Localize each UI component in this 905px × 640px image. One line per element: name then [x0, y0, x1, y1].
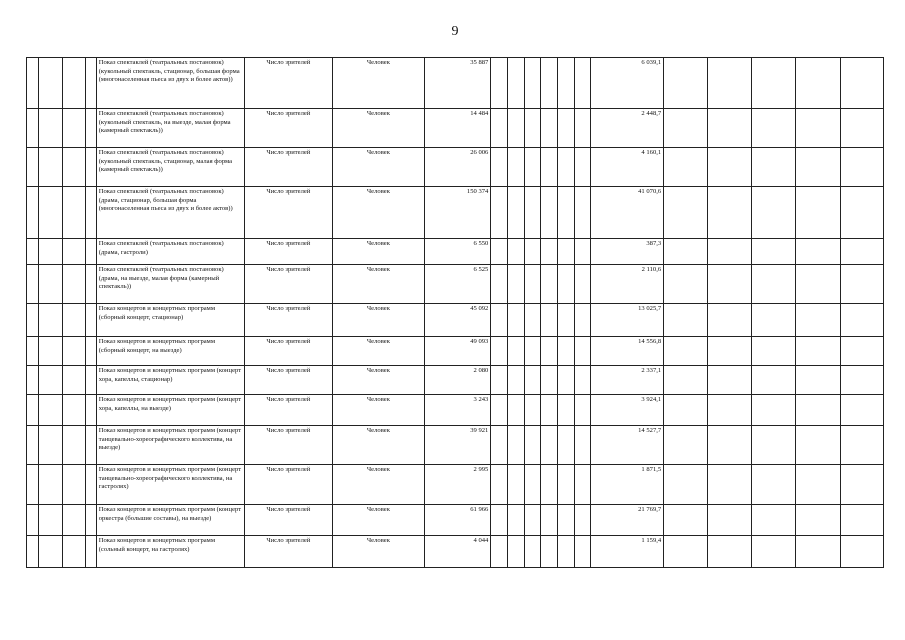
- empty-cell: [796, 187, 841, 239]
- empty-cell: [86, 395, 96, 426]
- empty-cell: [664, 505, 708, 536]
- empty-cell: [574, 109, 591, 148]
- empty-cell: [796, 148, 841, 187]
- empty-cell: [751, 366, 796, 395]
- empty-cell: [86, 304, 96, 337]
- empty-cell: [524, 148, 541, 187]
- unit-cell: Человек: [333, 505, 425, 536]
- empty-cell: [796, 426, 841, 465]
- value-cell: 2 080: [424, 366, 491, 395]
- empty-cell: [86, 109, 96, 148]
- indicator-cell: Число зрителей: [244, 395, 333, 426]
- empty-cell: [664, 536, 708, 568]
- unit-cell: Человек: [333, 239, 425, 265]
- empty-cell: [39, 148, 63, 187]
- table-row: [27, 304, 884, 337]
- empty-cell: [664, 395, 708, 426]
- empty-cell: [557, 148, 574, 187]
- empty-cell: [574, 58, 591, 109]
- empty-cell: [491, 426, 508, 465]
- value-cell: 4 044: [424, 536, 491, 568]
- empty-cell: [707, 337, 751, 366]
- empty-cell: [707, 395, 751, 426]
- empty-cell: [664, 148, 708, 187]
- empty-cell: [557, 465, 574, 505]
- empty-cell: [491, 187, 508, 239]
- cost-cell: 2 337,1: [591, 366, 664, 395]
- empty-cell: [39, 366, 63, 395]
- page-number: 9: [451, 24, 459, 39]
- empty-cell: [541, 265, 558, 304]
- empty-cell: [707, 366, 751, 395]
- empty-cell: [574, 265, 591, 304]
- table-row: [27, 337, 884, 366]
- empty-cell: [664, 304, 708, 337]
- unit-cell: Человек: [333, 148, 425, 187]
- empty-cell: [524, 395, 541, 426]
- empty-cell: [557, 366, 574, 395]
- empty-cell: [491, 148, 508, 187]
- service-name-cell: Показ концертов и концертных программ (концерт танцевально-хореографического коллектива, на выезде): [96, 426, 244, 465]
- table-body: [27, 58, 884, 568]
- value-cell: 35 887: [424, 58, 491, 109]
- indicator-cell: Число зрителей: [244, 187, 333, 239]
- empty-cell: [841, 505, 884, 536]
- service-name-cell: Показ спектаклей (театральных постановок) (кукольный спектакль, стационар, малая форма (камерный спектакль)): [96, 148, 244, 187]
- empty-cell: [574, 505, 591, 536]
- empty-cell: [574, 536, 591, 568]
- empty-cell: [707, 505, 751, 536]
- empty-cell: [27, 465, 39, 505]
- empty-cell: [27, 366, 39, 395]
- empty-cell: [63, 58, 86, 109]
- empty-cell: [574, 239, 591, 265]
- table-row: [27, 426, 884, 465]
- empty-cell: [664, 426, 708, 465]
- empty-cell: [557, 187, 574, 239]
- value-cell: 39 921: [424, 426, 491, 465]
- table-row: [27, 395, 884, 426]
- empty-cell: [508, 395, 525, 426]
- empty-cell: [27, 337, 39, 366]
- empty-cell: [86, 148, 96, 187]
- value-cell: 6 550: [424, 239, 491, 265]
- unit-cell: Человек: [333, 304, 425, 337]
- empty-cell: [751, 265, 796, 304]
- empty-cell: [796, 109, 841, 148]
- empty-cell: [491, 109, 508, 148]
- empty-cell: [524, 505, 541, 536]
- service-name-cell: Показ концертов и концертных программ (сборный концерт, стационар): [96, 304, 244, 337]
- table-row: [27, 239, 884, 265]
- empty-cell: [491, 304, 508, 337]
- indicator-cell: Число зрителей: [244, 505, 333, 536]
- empty-cell: [86, 58, 96, 109]
- empty-cell: [751, 58, 796, 109]
- empty-cell: [524, 304, 541, 337]
- empty-cell: [664, 58, 708, 109]
- empty-cell: [524, 187, 541, 239]
- empty-cell: [86, 536, 96, 568]
- empty-cell: [541, 148, 558, 187]
- indicator-cell: Число зрителей: [244, 148, 333, 187]
- empty-cell: [841, 109, 884, 148]
- empty-cell: [541, 505, 558, 536]
- value-cell: 150 374: [424, 187, 491, 239]
- empty-cell: [841, 58, 884, 109]
- empty-cell: [751, 187, 796, 239]
- empty-cell: [39, 465, 63, 505]
- empty-cell: [508, 239, 525, 265]
- empty-cell: [557, 395, 574, 426]
- empty-cell: [63, 426, 86, 465]
- empty-cell: [508, 536, 525, 568]
- indicator-cell: Число зрителей: [244, 366, 333, 395]
- unit-cell: Человек: [333, 187, 425, 239]
- empty-cell: [27, 304, 39, 337]
- service-name-cell: Показ концертов и концертных программ (концерт хора, капеллы, стационар): [96, 366, 244, 395]
- empty-cell: [707, 536, 751, 568]
- empty-cell: [39, 109, 63, 148]
- cost-cell: 4 160,1: [591, 148, 664, 187]
- empty-cell: [574, 187, 591, 239]
- empty-cell: [796, 239, 841, 265]
- empty-cell: [63, 109, 86, 148]
- empty-cell: [796, 337, 841, 366]
- empty-cell: [86, 426, 96, 465]
- service-name-cell: Показ спектаклей (театральных постановок) (драма, стационар, большая форма (многонаселенная пьеса из двух и более актов)): [96, 187, 244, 239]
- empty-cell: [524, 426, 541, 465]
- unit-cell: Человек: [333, 465, 425, 505]
- table-row: [27, 148, 884, 187]
- empty-cell: [751, 239, 796, 265]
- empty-cell: [751, 109, 796, 148]
- empty-cell: [491, 505, 508, 536]
- empty-cell: [86, 239, 96, 265]
- empty-cell: [508, 426, 525, 465]
- empty-cell: [841, 395, 884, 426]
- service-name-cell: Показ концертов и концертных программ (концерт хора, капеллы, на выезде): [96, 395, 244, 426]
- empty-cell: [664, 265, 708, 304]
- empty-cell: [707, 426, 751, 465]
- empty-cell: [796, 505, 841, 536]
- empty-cell: [27, 395, 39, 426]
- empty-cell: [707, 148, 751, 187]
- empty-cell: [541, 239, 558, 265]
- cost-cell: 21 769,7: [591, 505, 664, 536]
- value-cell: 2 995: [424, 465, 491, 505]
- empty-cell: [664, 109, 708, 148]
- indicator-cell: Число зрителей: [244, 536, 333, 568]
- empty-cell: [63, 395, 86, 426]
- empty-cell: [63, 536, 86, 568]
- empty-cell: [491, 58, 508, 109]
- indicator-cell: Число зрителей: [244, 58, 333, 109]
- empty-cell: [541, 187, 558, 239]
- empty-cell: [27, 58, 39, 109]
- empty-cell: [27, 265, 39, 304]
- empty-cell: [557, 58, 574, 109]
- empty-cell: [39, 395, 63, 426]
- indicator-cell: Число зрителей: [244, 337, 333, 366]
- unit-cell: Человек: [333, 265, 425, 304]
- empty-cell: [39, 58, 63, 109]
- indicator-cell: Число зрителей: [244, 239, 333, 265]
- empty-cell: [707, 239, 751, 265]
- empty-cell: [63, 465, 86, 505]
- empty-cell: [841, 337, 884, 366]
- cost-cell: 41 070,6: [591, 187, 664, 239]
- cost-cell: 3 924,1: [591, 395, 664, 426]
- empty-cell: [508, 58, 525, 109]
- empty-cell: [841, 265, 884, 304]
- empty-cell: [491, 239, 508, 265]
- service-name-cell: Показ спектаклей (театральных постановок) (драма, на выезде, малая форма (камерный спектакль)): [96, 265, 244, 304]
- value-cell: 45 092: [424, 304, 491, 337]
- empty-cell: [27, 536, 39, 568]
- unit-cell: Человек: [333, 366, 425, 395]
- empty-cell: [557, 239, 574, 265]
- empty-cell: [557, 426, 574, 465]
- cost-cell: 1 159,4: [591, 536, 664, 568]
- empty-cell: [796, 304, 841, 337]
- empty-cell: [707, 109, 751, 148]
- unit-cell: Человек: [333, 536, 425, 568]
- cost-cell: 14 527,7: [591, 426, 664, 465]
- empty-cell: [541, 395, 558, 426]
- value-cell: 61 966: [424, 505, 491, 536]
- empty-cell: [63, 265, 86, 304]
- indicator-cell: Число зрителей: [244, 109, 333, 148]
- empty-cell: [508, 148, 525, 187]
- empty-cell: [39, 536, 63, 568]
- empty-cell: [491, 366, 508, 395]
- empty-cell: [707, 304, 751, 337]
- empty-cell: [524, 239, 541, 265]
- empty-cell: [796, 465, 841, 505]
- empty-cell: [39, 265, 63, 304]
- empty-cell: [63, 148, 86, 187]
- empty-cell: [557, 304, 574, 337]
- table-row: [27, 109, 884, 148]
- empty-cell: [751, 337, 796, 366]
- value-cell: 14 484: [424, 109, 491, 148]
- empty-cell: [574, 426, 591, 465]
- indicator-cell: Число зрителей: [244, 465, 333, 505]
- table-row: [27, 536, 884, 568]
- empty-cell: [508, 265, 525, 304]
- empty-cell: [86, 465, 96, 505]
- value-cell: 3 243: [424, 395, 491, 426]
- empty-cell: [27, 505, 39, 536]
- empty-cell: [39, 505, 63, 536]
- table-row: [27, 366, 884, 395]
- empty-cell: [751, 304, 796, 337]
- empty-cell: [574, 395, 591, 426]
- empty-cell: [541, 58, 558, 109]
- empty-cell: [841, 536, 884, 568]
- empty-cell: [707, 187, 751, 239]
- empty-cell: [524, 58, 541, 109]
- empty-cell: [841, 366, 884, 395]
- empty-cell: [751, 465, 796, 505]
- indicator-cell: Число зрителей: [244, 426, 333, 465]
- unit-cell: Человек: [333, 395, 425, 426]
- empty-cell: [841, 148, 884, 187]
- empty-cell: [541, 536, 558, 568]
- empty-cell: [707, 58, 751, 109]
- empty-cell: [508, 109, 525, 148]
- empty-cell: [524, 109, 541, 148]
- service-name-cell: Показ концертов и концертных программ (сборный концерт, на выезде): [96, 337, 244, 366]
- unit-cell: Человек: [333, 337, 425, 366]
- empty-cell: [751, 148, 796, 187]
- cost-cell: 14 556,8: [591, 337, 664, 366]
- value-cell: 6 525: [424, 265, 491, 304]
- empty-cell: [86, 366, 96, 395]
- empty-cell: [39, 426, 63, 465]
- empty-cell: [557, 536, 574, 568]
- empty-cell: [27, 187, 39, 239]
- table-row: [27, 265, 884, 304]
- empty-cell: [508, 366, 525, 395]
- empty-cell: [541, 304, 558, 337]
- empty-cell: [707, 265, 751, 304]
- cost-cell: 13 025,7: [591, 304, 664, 337]
- empty-cell: [27, 426, 39, 465]
- empty-cell: [27, 109, 39, 148]
- empty-cell: [664, 465, 708, 505]
- service-name-cell: Показ спектаклей (театральных постановок) (драма, гастроли): [96, 239, 244, 265]
- service-name-cell: Показ концертов и концертных программ (сольный концерт, на гастролях): [96, 536, 244, 568]
- empty-cell: [574, 465, 591, 505]
- empty-cell: [27, 148, 39, 187]
- empty-cell: [524, 366, 541, 395]
- empty-cell: [86, 505, 96, 536]
- empty-cell: [86, 265, 96, 304]
- empty-cell: [508, 187, 525, 239]
- empty-cell: [524, 337, 541, 366]
- indicator-cell: Число зрителей: [244, 265, 333, 304]
- empty-cell: [27, 239, 39, 265]
- empty-cell: [541, 465, 558, 505]
- empty-cell: [508, 304, 525, 337]
- empty-cell: [841, 187, 884, 239]
- empty-cell: [751, 426, 796, 465]
- empty-cell: [508, 505, 525, 536]
- empty-cell: [508, 465, 525, 505]
- cost-cell: 6 039,1: [591, 58, 664, 109]
- empty-cell: [508, 337, 525, 366]
- empty-cell: [574, 366, 591, 395]
- unit-cell: Человек: [333, 58, 425, 109]
- service-name-cell: Показ спектаклей (театральных постановок) (кукольный спектакль, на выезде, малая форма (камерный спектакль)): [96, 109, 244, 148]
- unit-cell: Человек: [333, 109, 425, 148]
- empty-cell: [796, 265, 841, 304]
- service-name-cell: Показ концертов и концертных программ (концерт оркестра (большие составы), на выезде): [96, 505, 244, 536]
- empty-cell: [664, 187, 708, 239]
- empty-cell: [63, 239, 86, 265]
- empty-cell: [841, 239, 884, 265]
- empty-cell: [557, 265, 574, 304]
- cost-cell: 1 871,5: [591, 465, 664, 505]
- table-row: [27, 465, 884, 505]
- cost-cell: 2 448,7: [591, 109, 664, 148]
- empty-cell: [39, 239, 63, 265]
- empty-cell: [796, 58, 841, 109]
- empty-cell: [841, 465, 884, 505]
- empty-cell: [707, 465, 751, 505]
- empty-cell: [524, 465, 541, 505]
- empty-cell: [39, 337, 63, 366]
- empty-cell: [574, 304, 591, 337]
- empty-cell: [557, 505, 574, 536]
- empty-cell: [751, 536, 796, 568]
- empty-cell: [664, 366, 708, 395]
- empty-cell: [664, 239, 708, 265]
- empty-cell: [841, 304, 884, 337]
- empty-cell: [541, 337, 558, 366]
- empty-cell: [39, 187, 63, 239]
- service-name-cell: Показ концертов и концертных программ (концерт танцевально-хореографического коллектива, на гастролях): [96, 465, 244, 505]
- empty-cell: [574, 148, 591, 187]
- value-cell: 49 093: [424, 337, 491, 366]
- empty-cell: [491, 395, 508, 426]
- empty-cell: [524, 265, 541, 304]
- empty-cell: [796, 536, 841, 568]
- unit-cell: Человек: [333, 426, 425, 465]
- empty-cell: [557, 337, 574, 366]
- empty-cell: [63, 366, 86, 395]
- indicator-cell: Число зрителей: [244, 304, 333, 337]
- empty-cell: [491, 265, 508, 304]
- value-cell: 26 006: [424, 148, 491, 187]
- cost-cell: 2 110,6: [591, 265, 664, 304]
- services-table: [26, 57, 884, 568]
- empty-cell: [63, 337, 86, 366]
- service-name-cell: Показ спектаклей (театральных постановок) (кукольный спектакль, стационар, большая форма (многонаселенная пьеса из двух и более актов)): [96, 58, 244, 109]
- empty-cell: [541, 109, 558, 148]
- cost-cell: 387,3: [591, 239, 664, 265]
- empty-cell: [86, 187, 96, 239]
- empty-cell: [491, 536, 508, 568]
- empty-cell: [751, 395, 796, 426]
- empty-cell: [557, 109, 574, 148]
- empty-cell: [541, 426, 558, 465]
- empty-cell: [39, 304, 63, 337]
- empty-cell: [541, 366, 558, 395]
- table-row: [27, 505, 884, 536]
- empty-cell: [664, 337, 708, 366]
- table-row: [27, 58, 884, 109]
- empty-cell: [86, 337, 96, 366]
- empty-cell: [491, 337, 508, 366]
- empty-cell: [751, 505, 796, 536]
- empty-cell: [63, 187, 86, 239]
- empty-cell: [63, 505, 86, 536]
- empty-cell: [491, 465, 508, 505]
- empty-cell: [841, 426, 884, 465]
- empty-cell: [796, 395, 841, 426]
- table-row: [27, 187, 884, 239]
- empty-cell: [63, 304, 86, 337]
- empty-cell: [574, 337, 591, 366]
- empty-cell: [524, 536, 541, 568]
- empty-cell: [796, 366, 841, 395]
